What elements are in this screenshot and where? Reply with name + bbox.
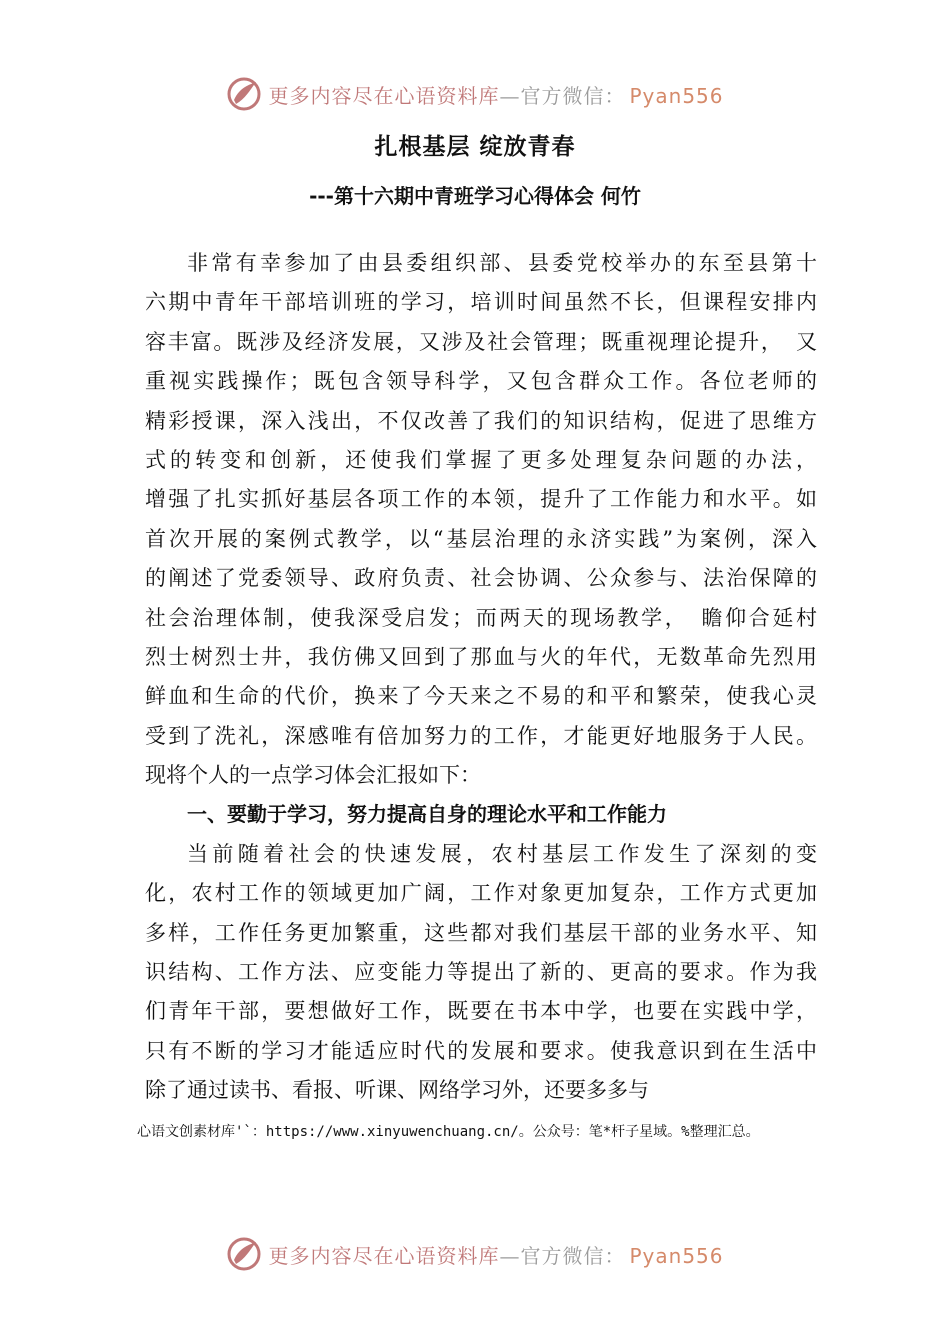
paragraph-line: 烈士树烈士井，我仿佛又回到了那血与火的年代，无数革命先烈用	[145, 644, 817, 669]
banner-wechat-id: Pyan556	[629, 83, 724, 108]
document-title: 扎根基层 绽放青春	[374, 134, 576, 160]
banner-wechat-label: 官方微信：	[520, 1243, 626, 1268]
paragraph-line: 社会治理体制，使我深受启发；而两天的现场教学， 瞻仰合延村	[145, 605, 817, 630]
footer-banner	[0, 1232, 950, 1276]
header-banner	[0, 72, 950, 116]
banner-text: 更多内容尽在心语资料库	[268, 83, 500, 108]
paragraph-line: 式的转变和创新，还使我们掌握了更多处理复杂问题的办法，	[145, 447, 817, 472]
paragraph-line: 受到了洗礼，深感唯有倍加努力的工作，才能更好地服务于人民。	[145, 723, 817, 748]
paragraph-line: 非常有幸参加了由县委组织部、县委党校举办的东至县第十	[187, 251, 817, 275]
paragraph-line: 的阐述了党委领导、政府负责、社会协调、公众参与、法治保障的	[145, 566, 817, 591]
paragraph-line: 多样，工作任务更加繁重，这些都对我们基层干部的业务水平、知	[145, 920, 817, 945]
document-body	[145, 244, 817, 1111]
crescent-leaf-logo-icon	[226, 76, 262, 112]
paragraph-line: 除了通过读书、看报、听课、网络学习外，还要多多与	[145, 1078, 649, 1103]
paragraph-line: 识结构、工作方法、应变能力等提出了新的、更高的要求。作为我	[145, 960, 817, 985]
banner-wechat-id: Pyan556	[629, 1243, 724, 1268]
banner-wechat-label: 官方微信：	[520, 83, 626, 108]
banner-dash: —	[499, 83, 521, 108]
paragraph-line: 六期中青年干部培训班的学习，培训时间虽然不长，但课程安排内	[145, 290, 817, 315]
banner-dash: —	[499, 1243, 521, 1268]
paragraph-line: 们青年干部，要想做好工作，既要在书本中学，也要在实践中学，	[145, 999, 817, 1024]
paragraph-line: 现将个人的一点学习体会汇报如下：	[145, 763, 481, 788]
banner-text: 更多内容尽在心语资料库	[268, 1243, 500, 1268]
paragraph-line: 鲜血和生命的代价，换来了今天来之不易的和平和繁荣，使我心灵	[145, 684, 817, 709]
source-footnote: 心语文创素材库'`：https://www.xinyuwenchuang.cn/。公众号：笔*杆子星域。%整理汇总。	[137, 1124, 760, 1140]
paragraph-line: 只有不断的学习才能适应时代的发展和要求。使我意识到在生活中	[145, 1038, 817, 1063]
paragraph-line: 当前随着社会的快速发展，农村基层工作发生了深刻的变	[187, 841, 817, 866]
crescent-leaf-logo-icon	[226, 1236, 262, 1272]
section-heading: 一、要勤于学习，努力提高自身的理论水平和工作能力	[187, 802, 667, 827]
document-subtitle: ---第十六期中青班学习心得体会 何竹	[309, 184, 641, 208]
paragraph-line: 重视实践操作；既包含领导科学，又包含群众工作。各位老师的	[145, 369, 817, 394]
paragraph-line: 化，农村工作的领域更加广阔，工作对象更加复杂，工作方式更加	[145, 881, 817, 906]
paragraph-line: 容丰富。既涉及经济发展，又涉及社会管理；既重视理论提升， 又	[145, 329, 817, 354]
paragraph-line: 增强了扎实抓好基层各项工作的本领，提升了工作能力和水平。如	[145, 487, 817, 512]
paragraph-line: 精彩授课，深入浅出，不仅改善了我们的知识结构，促进了思维方	[145, 408, 817, 433]
paragraph-line: 首次开展的案例式教学，以“基层治理的永济实践”为案例，深入	[145, 526, 817, 551]
